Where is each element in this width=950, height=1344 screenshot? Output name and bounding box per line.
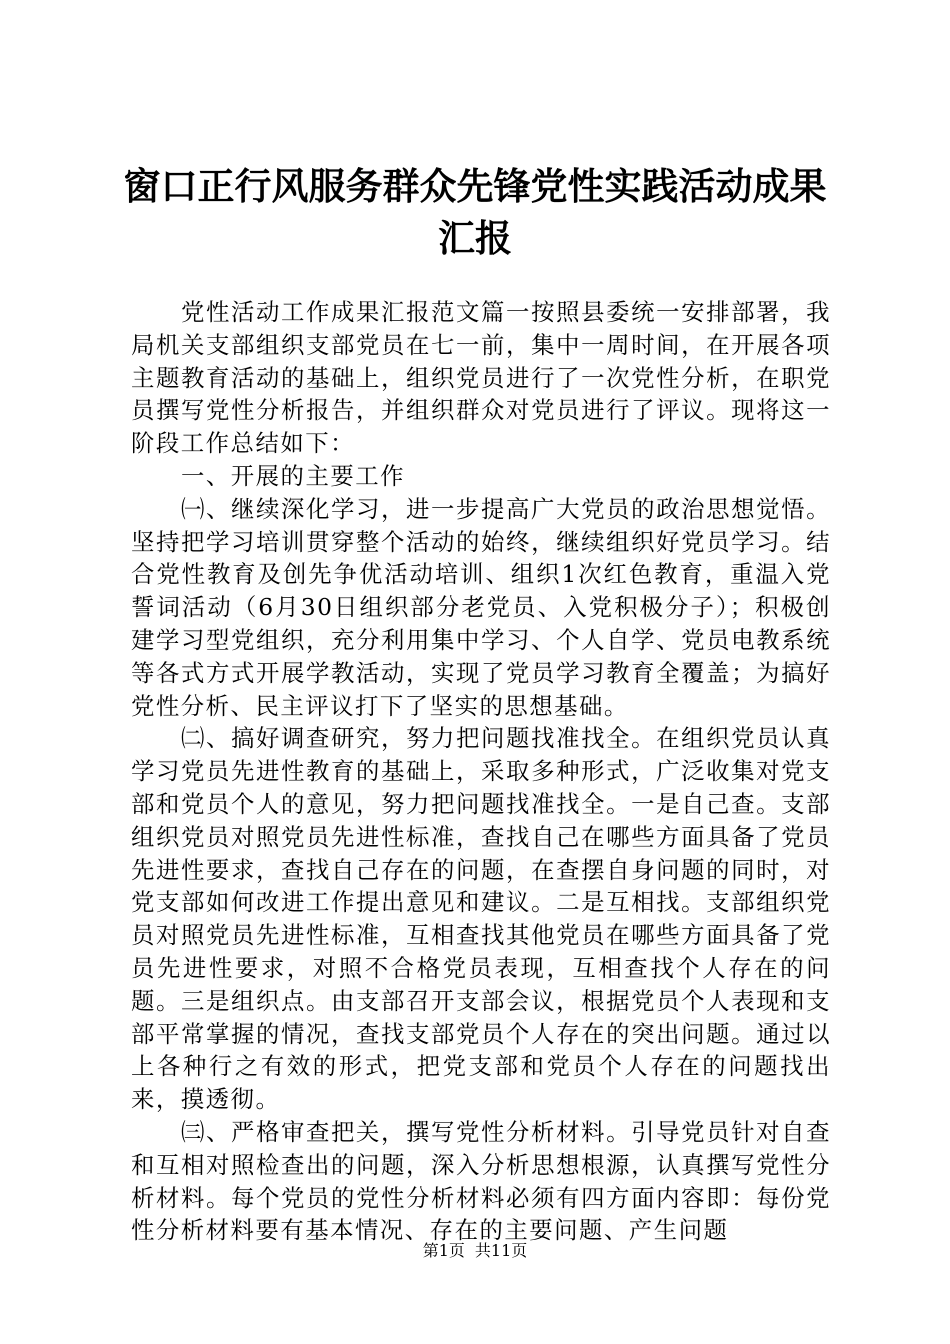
document-body — [131, 296, 831, 1247]
document-title: 窗口正行风服务群众先锋党性实践活动成果汇报 — [123, 164, 827, 260]
page-footer — [0, 1241, 950, 1261]
paragraph-intro: 党性活动工作成果汇报范文篇一按照县委统一安排部署，我局机关支部组织支部党员在七一前，集中一周时间，在开展各项主题教育活动的基础上，组织党员进行了一次党性分析，在职党员撰写党性分析报告，并组织群众对党员进行了评议。现将这一阶段工作总结如下： — [131, 298, 831, 458]
paragraph-item-3: ㈢、严格审查把关，撰写党性分析材料。引导党员针对自查和互相对照检查出的问题，深入分析思想根源，认真撰写党性分析材料。每个党员的党性分析材料必须有四方面内容即：每份党性分析材料要有基本情况、存在的主要问题、产生问题 — [131, 1117, 831, 1245]
paragraph-item-1: ㈠、继续深化学习，进一步提高广大党员的政治思想觉悟。坚持把学习培训贯穿整个活动的始终，继续组织好党员学习。结合党性教育及创先争优活动培训、组织1次红色教育，重温入党誓词活动（6月30日组织部分老党员、入党积极分子）；积极创建学习型党组织，充分利用集中学习、个人自学、党员电教系统等各式方式开展学教活动，实现了党员学习教育全覆盖；为搞好党性分析、民主评议打下了坚实的思想基础。 — [131, 494, 831, 720]
page-total: 共11页 — [474, 1241, 528, 1260]
page-number: 第1页 — [422, 1241, 465, 1260]
section-heading: 一、开展的主要工作 — [181, 461, 406, 490]
paragraph-item-2: ㈡、搞好调查研究，努力把问题找准找全。在组织党员认真学习党员先进性教育的基础上，采取多种形式，广泛收集对党支部和党员个人的意见，努力把问题找准找全。一是自己查。支部组织党员对照党员先进性标准，查找自己在哪些方面具备了党员先进性要求，查找自己存在的问题，在查摆自身问题的同时，对党支部如何改进工作提出意见和建议。二是互相找。支部组织党员对照党员先进性标准，互相查找其他党员在哪些方面具备了党员先进性要求，对照不合格党员表现，互相查找个人存在的问题。三是组织点。由支部召开支部会议，根据党员个人表现和支部平常掌握的情况，查找支部党员个人存在的突出问题。通过以上各种行之有效的形式，把党支部和党员个人存在的问题找出来，摸透彻。 — [131, 724, 831, 1114]
